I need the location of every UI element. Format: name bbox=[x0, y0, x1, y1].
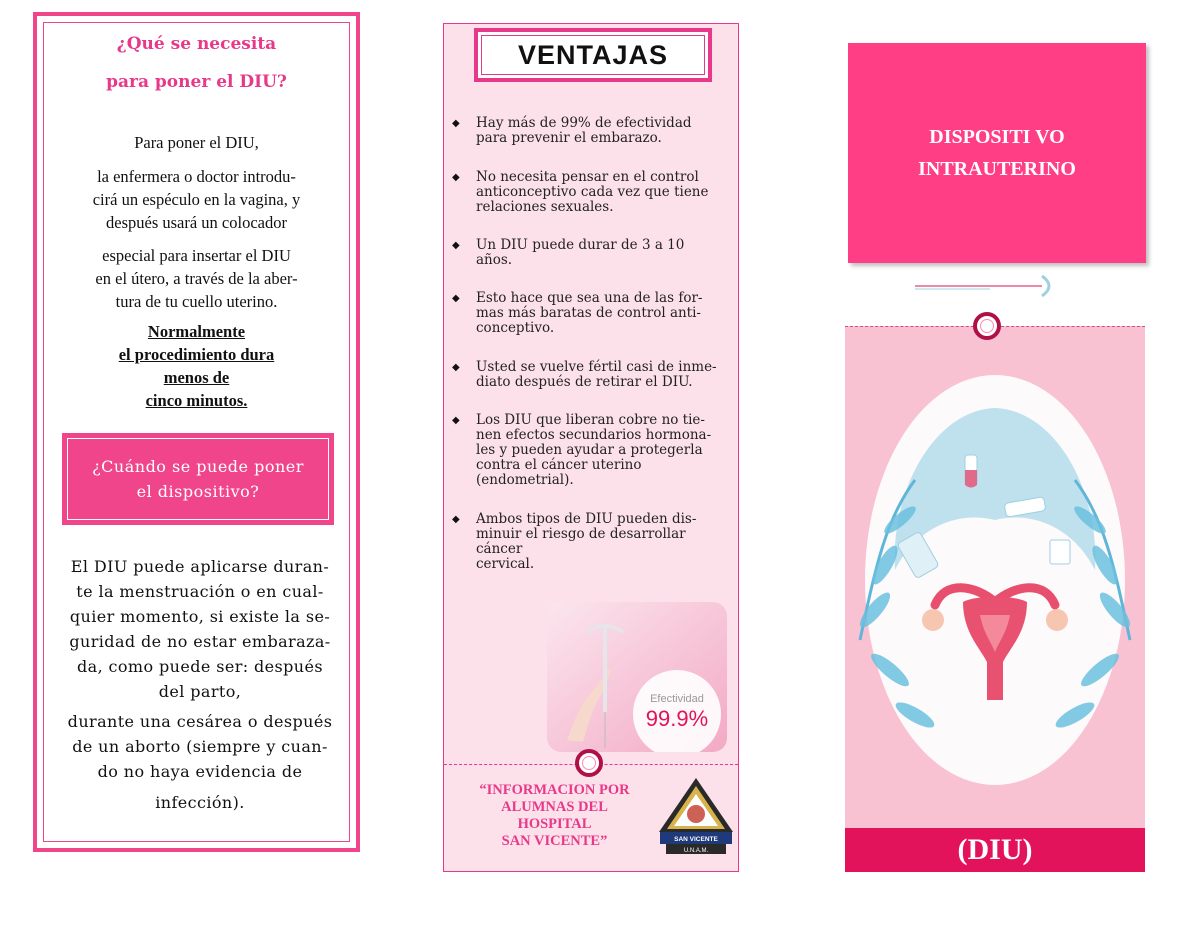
middle-panel bbox=[443, 23, 739, 872]
when-box-line-2: el dispositivo? bbox=[136, 482, 260, 501]
text-line: relaciones sexuales. bbox=[476, 199, 614, 215]
left-panel bbox=[33, 12, 360, 852]
uterus-illustration bbox=[845, 370, 1145, 790]
credit-text bbox=[462, 782, 647, 850]
text-line: especial para insertar el DIU bbox=[102, 246, 291, 265]
text-line: ◆ Un DIU puede durar de 3 a 10 bbox=[476, 237, 685, 253]
text-line: cáncer bbox=[476, 541, 523, 557]
advantage-item bbox=[452, 170, 738, 215]
when-box-line-1: ¿Cuándo se puede poner bbox=[92, 457, 304, 476]
text-line: de un aborto (siempre y cuan- bbox=[72, 737, 328, 756]
school-seal-logo bbox=[656, 776, 736, 862]
ring-ornament bbox=[575, 749, 603, 777]
text-line: minuir el riesgo de desarrollar bbox=[476, 526, 686, 542]
text-line: (endometrial). bbox=[476, 472, 574, 488]
text-line: cinco minutos. bbox=[145, 391, 248, 410]
main-title bbox=[848, 121, 1146, 185]
text-line: ◆ Los DIU que liberan cobre no tie- bbox=[476, 412, 705, 428]
text-line: después usará un colocador bbox=[106, 213, 287, 232]
text-line: durante una cesárea o después bbox=[67, 712, 333, 731]
advantages-list bbox=[452, 116, 738, 572]
advantage-item bbox=[452, 116, 738, 146]
text-line: da, como puede ser: después bbox=[76, 657, 323, 676]
when-box-frame bbox=[67, 438, 329, 520]
text-line: ◆ Esto hace que sea una de las for- bbox=[476, 290, 703, 306]
text-line: menos de bbox=[163, 368, 230, 387]
ventajas-title: VENTAJAS bbox=[517, 39, 669, 70]
iud-effectiveness-image bbox=[547, 602, 727, 752]
text-line: HOSPITAL bbox=[517, 816, 592, 832]
advantage-item bbox=[452, 291, 738, 336]
text-line: el procedimiento dura bbox=[118, 345, 275, 364]
ventajas-title-box bbox=[474, 28, 712, 82]
text-line: ◆ Ambos tipos de DIU pueden dis- bbox=[476, 511, 697, 527]
text-line: les y pueden ayudar a protegerla bbox=[476, 442, 703, 458]
advantage-item bbox=[452, 512, 738, 572]
text-line: do no haya evidencia de bbox=[97, 762, 303, 781]
effectiveness-value: 99.9% bbox=[645, 706, 709, 731]
text-line: ALUMNAS DEL bbox=[501, 799, 608, 815]
text-line: ◆ Usted se vuelve fértil casi de inme- bbox=[476, 359, 717, 375]
text-line: El DIU puede aplicarse duran- bbox=[70, 557, 330, 576]
text-line: Normalmente bbox=[147, 322, 246, 341]
text-line: Para poner el DIU, bbox=[134, 133, 259, 152]
text-line: mas más baratas de control anti- bbox=[476, 305, 701, 321]
diu-subtitle-bar bbox=[845, 828, 1145, 872]
text-line: anticonceptivo cada vez que tiene bbox=[476, 184, 709, 200]
seal-text-unam: U.N.A.M. bbox=[683, 848, 709, 854]
text-line: del parto, bbox=[158, 682, 242, 701]
text-line: te la menstruación o en cual- bbox=[76, 582, 324, 601]
text-line: la enfermera o doctor introdu- bbox=[97, 167, 296, 186]
diu-subtitle: (DIU) bbox=[957, 833, 1033, 866]
left-when-text bbox=[55, 554, 345, 815]
when-box bbox=[62, 433, 334, 525]
left-heading-line-1: ¿Qué se necesita bbox=[116, 34, 277, 54]
title-line: DISPOSITI VO bbox=[929, 126, 1065, 148]
text-line: SAN VICENTE” bbox=[501, 833, 608, 849]
ring-ornament bbox=[973, 312, 1001, 340]
text-line: guridad de no estar embaraza- bbox=[69, 632, 331, 651]
seal-text-name: SAN VICENTE bbox=[674, 836, 718, 843]
advantage-item bbox=[452, 360, 738, 390]
text-line: para prevenir el embarazo. bbox=[476, 130, 662, 146]
text-line: “INFORMACION POR bbox=[479, 782, 630, 798]
text-line: ◆ Hay más de 99% de efectividad bbox=[476, 115, 692, 131]
effectiveness-label: Efectividad bbox=[650, 693, 704, 705]
text-line: cirá un espéculo en la vagina, y bbox=[92, 190, 301, 209]
left-heading-line-2: para poner el DIU? bbox=[106, 72, 287, 92]
text-line: conceptivo. bbox=[476, 320, 555, 336]
advantage-item bbox=[452, 238, 738, 268]
title-card bbox=[848, 43, 1146, 263]
text-line: en el útero, a través de la aber- bbox=[95, 269, 298, 288]
iud-line-decoration bbox=[910, 272, 1060, 298]
text-line: diato después de retirar el DIU. bbox=[476, 374, 693, 390]
left-procedure-text bbox=[37, 131, 356, 313]
advantage-item bbox=[452, 413, 738, 488]
text-line: años. bbox=[476, 252, 513, 268]
text-line: nen efectos secundarios hormona- bbox=[476, 427, 712, 443]
text-line: cervical. bbox=[476, 556, 535, 572]
title-line: INTRAUTERINO bbox=[918, 158, 1076, 180]
left-duration-highlight bbox=[37, 320, 356, 412]
text-line: tura de tu cuello uterino. bbox=[115, 292, 278, 311]
text-line: infección). bbox=[155, 793, 245, 812]
text-line: contra el cáncer uterino bbox=[476, 457, 642, 473]
text-line: quier momento, si existe la se- bbox=[69, 607, 331, 626]
text-line: ◆ No necesita pensar en el control bbox=[476, 169, 699, 185]
